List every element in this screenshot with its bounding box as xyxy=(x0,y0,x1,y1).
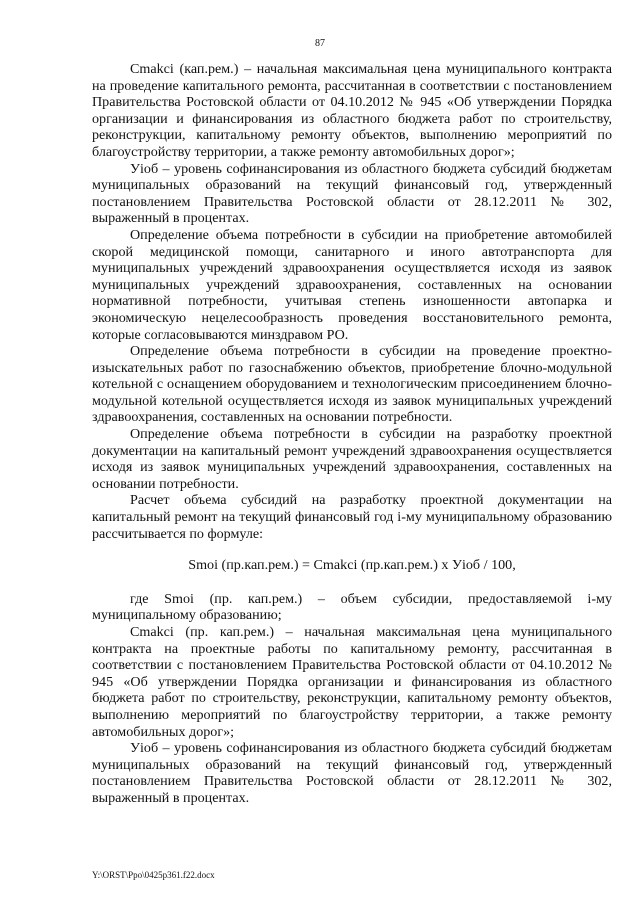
paragraph-calculation-intro: Расчет объема субсидий на разработку проектной документации на капитальный ремонт на текущий финансовый год i-му муниципальному образованию рассчитывается по формуле: xyxy=(92,492,612,542)
page-number: 87 xyxy=(315,38,325,49)
paragraph-cmakci-design-definition: Cmakci (пр. кап.рем.) – начальная максимальная цена муниципального контракта на проектные работы по капитальному ремонту, рассчитанная в соответствии с постановлением Правительства Ростовской области от 04.10.2012 № 945 «Об утверждении Порядка организации и финансирования из областного бюджета работ по строительству, реконструкции, капитальному ремонту объектов, выполнению мероприятий по благоустройству территории, а также ремонту автомобильных дорог»; xyxy=(92,624,612,740)
document-body xyxy=(92,61,612,807)
subsidy-formula: Smoi (пр.кап.рем.) = Cmakci (пр.кап.рем.) х Уioб / 100, xyxy=(188,557,516,574)
paragraph-cofinancing-level-repeat: Уioб – уровень софинансирования из областного бюджета субсидий бюджетам муниципальных образований на текущий финансовый год, утвержденный постановлением Правительства Ростовской области от 28.12.2011 № 302, выраженный в процентах. xyxy=(92,740,612,806)
paragraph-ambulance-vehicles: Определение объема потребности в субсидии на приобретение автомобилей скорой медицинской помощи, санитарного и иного автотранспорта для муниципальных учреждений здравоохранения осуществляется исходя из заявок муниципальных учреждений здравоохранения, составленных на основании нормативной потребности, учитывая степень изношенности автопарка и экономическую нецелесообразность проведения восстановительного ремонта, которые согласовываются минздравом РО. xyxy=(92,226,612,343)
paragraph-cmakci-definition: Cmakci (кап.рем.) – начальная максимальная цена муниципального контракта на проведение капитального ремонта, рассчитанная в соответствии с постановлением Правительства Ростовской области от 04.10.2012 № 945 «Об утверждении Порядка организации и финансирования из областного бюджета работ по строительству, реконструкции, капитальному ремонту объектов, выполнению мероприятий по благоустройству территории, а также ремонту автомобильных дорог»; xyxy=(92,61,612,160)
paragraph-gas-supply-works: Определение объема потребности в субсидии на проведение проектно-изыскательных работ по газоснабжению объектов, приобретение блочно-модульной котельной с оснащением оборудованием и технологическим присоединением блочно-модульной котельной осуществляется исходя из заявок муниципальных учреждений здравоохранения, составленных на основании потребности. xyxy=(92,343,612,426)
paragraph-cofinancing-level: Уioб – уровень софинансирования из областного бюджета субсидий бюджетам муниципальных образований на текущий финансовый год, утвержденный постановлением Правительства Ростовской области от 28.12.2011 № 302, выраженный в процентах. xyxy=(92,160,612,227)
footer-file-path: Y:\ORST\Ppo\0425p361.f22.docx xyxy=(92,870,215,880)
paragraph-smoi-definition: где Smoi (пр. кап.рем.) – объем субсидии, предоставляемой i-му муниципальному образованию; xyxy=(92,590,612,624)
paragraph-design-documentation: Определение объема потребности в субсидии на разработку проектной документации на капитальный ремонт учреждений здравоохранения осуществляется исходя из заявок муниципальных учреждений здравоохранения, составленных на основании потребности. xyxy=(92,426,612,492)
